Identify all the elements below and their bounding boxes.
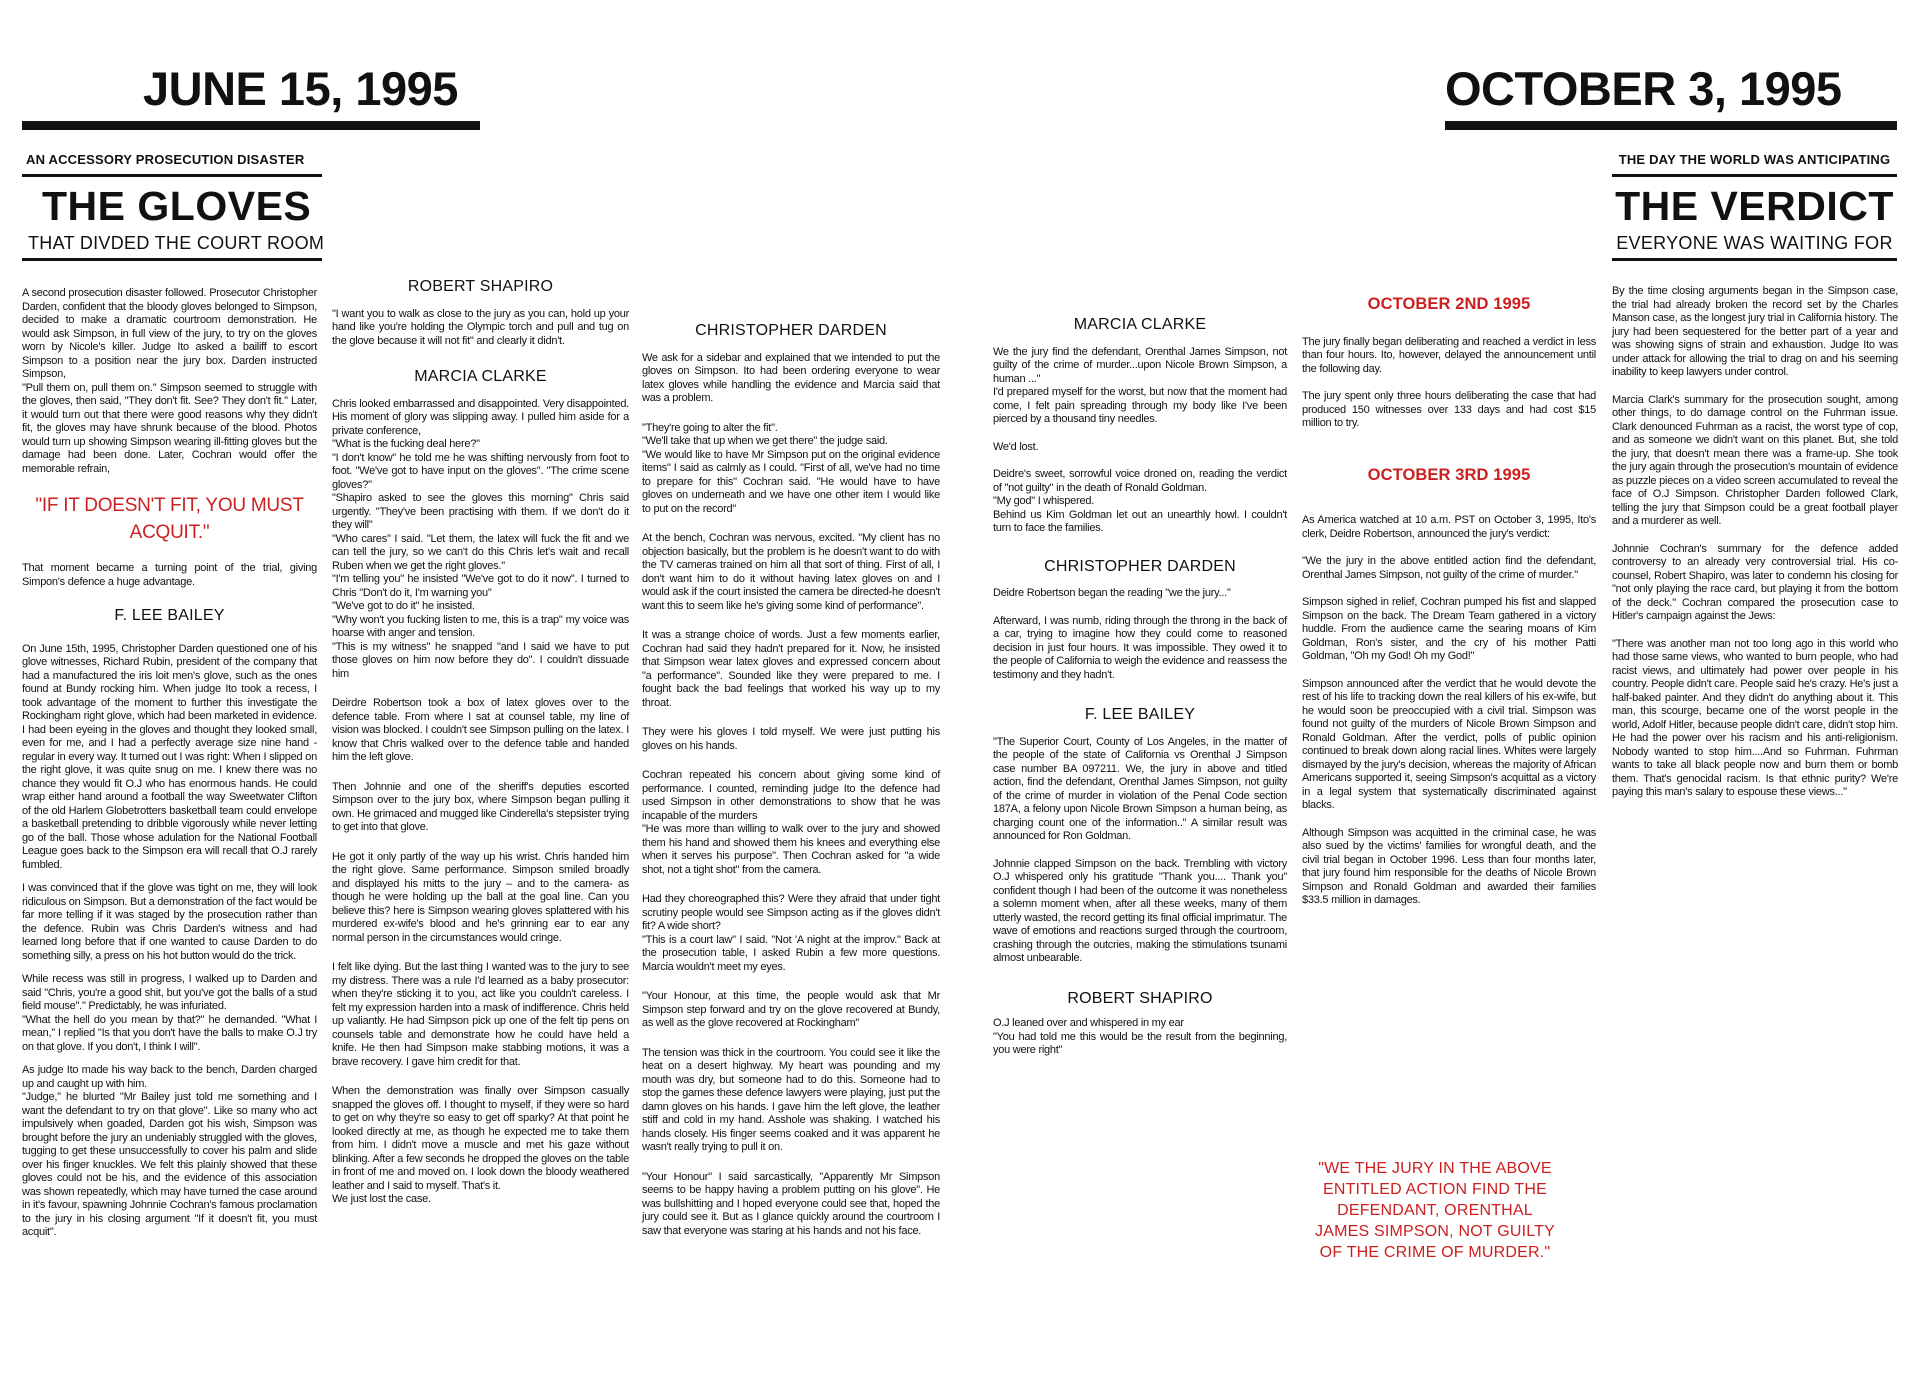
paragraph: We ask for a sidebar and explained that we intended to put the gloves on Simpson. Ito had been ordering everyone to wear latex gloves while handling the evidence and Marcia said that was a problem. [642,351,940,404]
section-heading-shapiro: ROBERT SHAPIRO [1067,989,1213,1007]
paragraph: O.J leaned over and whispered in my ear "You had told me this would be the result from the beginning, you were right" [993,1017,1287,1056]
paragraph: Although Simpson was acquitted in the criminal case, he was also sued by the victims' families for wrongful death, and the civil trial began in October 1996. Less than four months later, that jury found him responsible for the deaths of Nicole Brown Simpson and Ronald Goldman and awarded their families $33.5 million in damages. [1302,826,1596,906]
right-kicker-rule [1612,174,1897,177]
paragraph: On June 15th, 1995, Christopher Darden questioned one of his glove witnesses, Richard Rubin, president of the company that had a manufactured the iris loit men's glove, such as the ones found at Bundy rocking him. When judge Ito took a recess, I took advantage of the moment to further this investigate the Rockingham right glove, which had been marketed in evidence. I had been eyeing in the gloves and thought they looked small, even for me, and I had a perfectly average size nine hand - regular in every way. It turned out I was right: When I slipped on the right glove, it was quite snug on me. I knew there was no chance they would fit O.J who has enormous hands. He could wrap either hand around a football the way Sweetwater Clifton of the old Harlem Globetrotters basketball team could envelope a basketball pretending to dribble vigorously while never letting go of the ball. Those whose adulation for the National Football League goes back to the Simpson era will recall that O.J rarely fumbled. [22,642,317,871]
right-subheadline: EVERYONE WAS WAITING FOR [1616,233,1893,253]
left-subhead-rule [22,258,322,261]
paragraph: When the demonstration was finally over Simpson casually snapped the gloves off. I thought to myself, if they were so hard to get on why they're so easy to get off sparky? At that point he looked directly at me, as though he expected me to take them from him. I didn't move a muscle and met his gaze without blinking. After a few seconds he dropped the gloves on the table in front of me and moved on. I look down the bloody weathered leather and I said to myself. That's it. We just lost the case. [332,1085,629,1205]
right-date-rule [1445,121,1897,130]
paragraph: We the jury find the defendant, Orenthal James Simpson, not guilty of the crime of murder...upon Nicole Brown Simpson, a human ..." I'd prepared myself for the worst, but now that the moment had come, I felt pain spreading through my body like I've been pierced by a thousand tiny needles. [993,345,1287,425]
right-date-title: OCTOBER 3, 1995 [1445,62,1842,115]
left-heading-block [22,152,325,261]
left-date-title: JUNE 15, 1995 [143,62,458,115]
section-heading-october-2nd: OCTOBER 2ND 1995 [1367,295,1531,313]
column-3 [642,324,940,1248]
section-heading-clarke: MARCIA CLARKE [1073,316,1207,333]
left-headline: THE GLOVES [42,183,312,229]
paragraph: Cochran repeated his concern about giving some kind of performance. I counted, reminding judge Ito the defence had used Simpson in other demonstrations to show that he was incapable of the murders "He was more than willing to walk over to the jury and showed them his hand and showed them his knees and everything else when it serves his purpose". Then Cochran asked for "a wide shot, not a tight shot" from the camera. [642,769,940,876]
paragraph: Deidre's sweet, sorrowful voice droned on, reading the verdict of "not guilty" in the death of Ronald Goldman. "My god" I whispered. Behind us Kim Goldman let out an unearthly howl. I couldn't turn to face the families. [993,468,1287,534]
paragraph: "Your Honour, at this time, the people would ask that Mr Simpson step forward and try on the glove recovered at Bundy, as well as the glove recovered at Rockingham" [642,990,940,1029]
paragraph: While recess was still in progress, I walked up to Darden and said "Chris, you're a good shit, but you've got the balls of a stud field mouse"." Predictably, he was infuriated. "What the hell do you mean by that?" he demanded. "What I mean," I replied "Is that you don't have the balls to make O.J try on that glove. If you don't, I think I will". [22,973,317,1053]
paragraph: Had they choreographed this? Were they afraid that under tight scrutiny people would see Simpson acting as if the gloves didn't fit? A wide short? "This is a court law" I said. "Not 'A night at the improv." Back at the prosecution table, I asked Rubin a few more questions. Marcia wouldn't meet my eyes. [642,893,940,973]
paragraph: Chris looked embarrassed and disappointed. Very disappointed. His moment of glory was slipping away. I pulled him aside for a private conference, "What is the fucking deal here?" "I don't know" he told me he was shifting nervously from foot to foot. "We've got to have input on the gloves". "The crime scene gloves?" "Shapiro asked to see the gloves this morning" Chris said urgently. "They've been practising with them. If we don't do it they will" "Who cares" I said. "Let them, the latex will fuck the fit and we can tell the jury, so we can't do this Chris let's wait and recall Ruben when we get the right gloves." "I'm telling you" he insisted "We've got to do it now". I turned to Chris "Don't do it, I'm warning you" "We've got to do it" he insisted. "Why won't you fucking listen to me, this is a trap" my voice was hoarse with anger and tension. "This is my witness" he snapped "and I said we have to put those gloves on him now before they do". I couldn't dissuade him [332,397,629,680]
paragraph: They were his gloves I told myself. We were just putting his gloves on his hands. [642,726,940,752]
section-heading-october-3rd: OCTOBER 3RD 1995 [1367,465,1531,484]
paragraph: "The Superior Court, County of Los Angeles, in the matter of the people of the state of California vs Orenthal J Simpson case number BA 097211. We, the jury in above and titled action, find the defendant, Orenthal James Simpson, not guilty of the crime of murder in violation of the Penal Code section 187A, a felony upon Nicole Brown Simpson a human being, as charging count one of the information.." A similar result was announced for Ron Goldman. [993,735,1287,842]
left-subheadline: THAT DIVDED THE COURT ROOM [28,233,325,253]
paragraph: "I want you to walk as close to the jury as you can, hold up your hand like you're holding the Olympic torch and pull and tug on the glove because it will not fit" and clearly it didn't. [332,307,629,347]
right-masthead [1445,62,1897,130]
section-heading-darden: CHRISTOPHER DARDEN [695,322,887,339]
paragraph: "They're going to alter the fit". "We'll take that up when we get there" the judge said. "We would like to have Mr Simpson put on the original evidence items" I said as calmly as I could. "First of all, we've had no time to prepare for this" Cochran said. "He would have to have gloves on underneath and we have one other item I would like to put on the record" [642,421,940,515]
pull-quote: "IF IT DOESN'T FIT, YOU MUST ACQUIT." [35,495,304,543]
section-heading-clarke: MARCIA CLARKE [414,368,547,385]
right-heading-block [1612,152,1897,261]
paragraph: The jury finally began deliberating and reached a verdict in less than four hours. Ito, however, delayed the announcement until the following day. [1302,335,1596,375]
left-masthead [22,62,480,130]
paragraph: He got it only partly of the way up his wrist. Chris handed him the right glove. Same performance. Simpson smiled broadly and displayed his mitts to the jury – and to the camera- as though he were holding up the ball at the goal line. Can you believe this? here is Simpson wearing gloves splattered with his murdered ex-wife's blood and he's grinning ear to ear any normal person in the circumstances would cringe. [332,850,629,944]
paragraph: Johnnie Cochran's summary for the defence added controversy to an already very controversial trial. His co-counsel, Robert Shapiro, was later to condemn his closing for "not only playing the race card, but playing it from the bottom of the deck." Cochran compared the prosecution case to Hitler's campaign against the Jews: [1612,542,1898,622]
left-kicker-rule [22,174,322,177]
paragraph: Marcia Clark's summary for the prosecution sought, among other things, to do damage control on the Fuhrman issue. Clark denounced Fuhrman as a racist, the worst type of cop, and as someone we didn't want on this planet. But, she told the jury, that doesn't mean there was a frame-up. She took the jury again through the prosecution's mountain of evidence as puzzle pieces on a video screen accumulated to reveal the face of O.J Simpson. Christopher Darden followed Clark, telling the jury that Simpson could be a great football player and a murderer as well. [1612,393,1898,527]
column-6 [1612,285,1898,810]
column-1 [22,287,317,1250]
left-kicker: AN ACCESSORY PROSECUTION DISASTER [26,152,305,167]
paragraph: Then Johnnie and one of the sheriff's deputies escorted Simpson over to the jury box, where Simpson began pulling it own. He grimaced and mugged like Cinderella's stepsister trying to get into that glove. [332,780,629,833]
paragraph: "There was another man not too long ago in this world who had those same views, who wanted to burn people, who had racist views, and ultimately had power over people in his country. People didn't care. People said he's crazy. He's just a half-baked painter. And they didn't do anything about it. This man, this scourge, became one of the worst people in the world, Adolf Hitler, because people didn't care, didn't stop him. He had the power over his racism and his anti-religionism. Nobody wanted to stop him....And so Fuhrman. Fuhrman wants to take all black people now and burn them or bomb them. That's genocidal racism. Is that ethnic purity? We're paying this man's salary to espouse these views..." [1612,637,1898,798]
paragraph: I was convinced that if the glove was tight on me, they will look ridiculous on Simpson. But a demonstration of the fact would be far more telling if it was staged by the prosecution rather than the defence. Rubin was Chris Darden's witness and had learned long before that if one wanted to cause Darden to do something silly, a press on his hot button would do the trick. [22,882,317,962]
right-headline: THE VERDICT [1615,183,1894,229]
section-heading-bailey: F. LEE BAILEY [1084,706,1196,723]
column-5 [1302,295,1596,918]
paragraph: Simpson sighed in relief, Cochran pumped his fist and slapped Simpson on the back. The Dream Team gathered in a victory huddle. From the audience came the searing moans of Kim Goldman, Ron's sister, and the cry of his mother Patti Goldman, "Oh my God! Oh my God!" [1302,596,1596,662]
paragraph: We'd lost. [993,440,1039,453]
paragraph: By the time closing arguments began in the Simpson case, the trial had already broken the record set by the Charles Manson case, as the longest jury trial in California history. The jury had been sequestered for the better part of a year and was showing signs of strain and exhaustion. Judge Ito was under attack for allowing the trial to drag on and his seeming inability to keep lawyers under control. [1612,285,1898,378]
right-kicker: THE DAY THE WORLD WAS ANTICIPATING [1618,152,1891,167]
paragraph: Afterward, I was numb, riding through the throng in the back of a car, trying to imagine how they could come to reasoned decision in just four hours. It was impossible. They owed it to the people of California to weigh the evidence and reassess the testimony and they hadn't. [993,614,1287,681]
column-2 [332,280,629,1217]
paragraph: Deidre Robertson began the reading "we the jury..." [993,587,1231,599]
verdict-pull-quote: "WE THE JURY IN THE ABOVE ENTITLED ACTION FIND THE DEFENDANT, ORENTHAL JAMES SIMPSON, NOT GUILTY OF THE CRIME OF MURDER." [1315,1160,1555,1261]
paragraph: A second prosecution disaster followed. Prosecutor Christopher Darden, confident that the bloody gloves belonged to Simpson, decided to make a dramatic courtroom demonstration. He would ask Simpson, in full view of the jury, to try on the gloves worn by Nicole's killer. Judge Ito asked a bailiff to escort Simpson to a position near the jury box. Darden instructed Simpson, [22,287,317,380]
paragraph: Deirdre Robertson took a box of latex gloves over to the defence table. From where I sat at counsel table, my line of vision was blocked. I couldn't see Simpson pulling on the latex. I know that Chris walked over to the defence table and handed him the left glove. [332,697,629,763]
column-4 [993,318,1287,1068]
paragraph: It was a strange choice of words. Just a few moments earlier, Cochran had said they hadn't prepared for it. Now, he insisted that Simpson wear latex gloves and expressed concern about "a performance". Sounded like they were prepared to me. I fought back the bad feelings that worked his way up to my throat. [642,629,940,709]
paragraph: That moment became a turning point of the trial, giving Simpon's defence a huge advantage. [22,562,317,588]
paragraph: As judge Ito made his way back to the bench, Darden charged up and caught up with him. "Judge," he blurted "Mr Bailey just told me something and I want the defendant to try on that glove". Like so many who act impulsively when goaded, Darden got his wish, Simpson was brought before the jury an undeniably struggled with the gloves, tugging to get these unsuccessfully to cover his palm and slide over his finger knuckles. We felt this plainly showed that these gloves could not be his, and the evidence of this association was shown repeatedly, which may have turned the case around in it's favour, spawning Johnnie Cochran's famous proclamation to the jury in his closing argument "If it doesn't fit, you must acquit". [22,1064,317,1238]
paragraph: The tension was thick in the courtroom. You could see it like the heat on a desert highway. My heart was pounding and my mouth was dry, but someone had to do this. Someone had to stop the games these defence lawyers were playing, just put the damn gloves on his hands. I gave him the left glove, the leather stiff and cold in my hand. Asshole was shaking. I watched his hands closely. His finger seems coaked and it was apparent he wasn't really trying to pull it on. [642,1046,940,1153]
paragraph: I felt like dying. But the last thing I wanted was to the jury to see my distress. There was a rule I'd learned as a baby prosecutor: when they're sticking it to you, act like you couldn't careless. I felt my expression harden into a mask of indifference. Chris held up valiantly. He had Simpson pick up one of the felt tip pens on counsels table and demonstrate how he could have held a knife. He then had Simpson make stabbing motions, it was a brave recovery. I gave him credit for that. [332,961,629,1068]
paragraph: As America watched at 10 a.m. PST on October 3, 1995, Ito's clerk, Deidre Robertson, announced the jury's verdict: [1302,514,1596,540]
right-subhead-rule [1612,258,1897,261]
paragraph: The jury spent only three hours deliberating the case that had produced 150 witnesses over 133 days and had cost $15 million to try. [1302,390,1596,429]
paragraph: "We the jury in the above entitled action find the defendant, Orenthal James Simpson, not guilty of the crime of murder." [1302,555,1596,581]
section-heading-darden: CHRISTOPHER DARDEN [1044,557,1236,575]
paragraph: Johnnie clapped Simpson on the back. Trembling with victory O.J whispered only his gratitude "Thank you.... Thank you" confident though I had been of the outcome it was nonetheless a solemn moment when, after all these weeks, many of them utterly wasted, the record getting its final official imprimatur. The wave of emotions and reactions surged through the courtroom, crashing through the outcries, making the stimulations tsunami almost unbearable. [993,857,1287,964]
paragraph: Simpson announced after the verdict that he would devote the rest of his life to tracking down the real killers of his ex-wife, but he would soon be preoccupied with a civil trial. Simpson was found not guilty of the murders of Nicole Brown Simpson and Ronald Goldman. After the verdict, polls of public opinion continued to break down along racial lines. Whites were largely dismayed by the jury's decision, whereas the majority of African Americans supported it, seeing Simpson's acquittal as a victory in a legal system that systematically discriminated against blacks. [1302,677,1596,811]
paragraph: "Pull them on, pull them on." Simpson seemed to struggle with the gloves, then said, "They don't fit. See? They don't fit." Later, it would turn out that there were good reasons why they didn't fit, the gloves may have shrunk because of the blood. Photos would turn up showing Simpson wearing ill-fitting gloves but the damage had been done. Later, Cochran would offer the memorable refrain, [22,381,317,475]
section-heading-shapiro: ROBERT SHAPIRO [407,278,554,295]
left-date-rule [22,121,480,130]
section-heading-bailey: F. LEE BAILEY [114,607,225,624]
paragraph: "Your Honour" I said sarcastically, "Apparently Mr Simpson seems to be happy having a problem putting on his glove". He was bullshitting and I hoped everyone could see that, hoped the jury could see it. But as I glance quickly around the courtroom I saw that everyone was staring at his hands and not his face. [642,1170,940,1237]
paragraph: At the bench, Cochran was nervous, excited. "My client has no objection basically, but the problem is he doesn't want to do with the TV cameras trained on him all that sort of thing. First of all, I don't want him to do it without having latex gloves on and I would ask if the court insisted the camera be directed-he doesn't want this to seem like he's giving some kind of performance". [642,532,940,612]
